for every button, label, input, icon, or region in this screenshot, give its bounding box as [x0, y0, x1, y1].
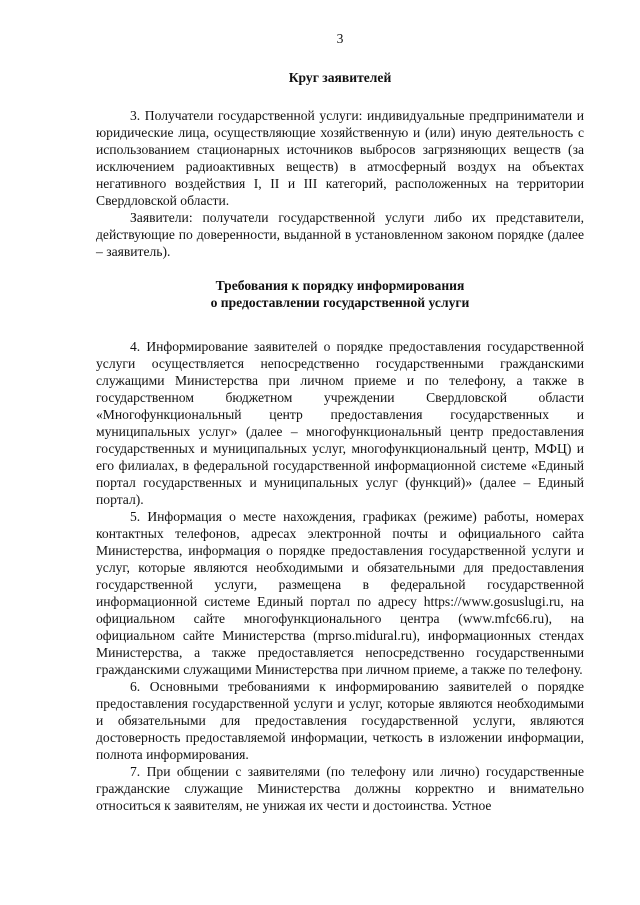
section-title-line-2: о предоставлении государственной услуги [210, 295, 470, 310]
paragraph-3: 3. Получатели государственной услуги: индивидуальные предприниматели и юридические лица, осуществляющие хозяйственную и (или) иную деятельность с использованием стационарных источников выбросов загрязняющих веществ (за исключением радиоактивных веществ) в атмосферный воздух на объектах негативного воздействия I, II и III категорий, расположенных на территории Свердловской области. [96, 108, 584, 208]
section-title-applicants: Круг заявителей [288, 70, 392, 85]
paragraph-applicants: Заявители: получатели государственной услуги либо их представители, действующие по доверенности, выданной в установленном законом порядке (далее – заявитель). [96, 210, 584, 259]
paragraph-7: 7. При общении с заявителями (по телефону или лично) государственные гражданские служащие Министерства должны корректно и внимательно относиться к заявителям, не унижая их чести и достоинства. Устное [96, 764, 584, 813]
paragraph-4: 4. Информирование заявителей о порядке предоставления государственной услуги осуществляется непосредственно государственными гражданскими служащими Министерства при личном приеме и по телефону, а также в государственном бюджетном учреждении Свердловской области «Многофункциональный центр предоставления государственных и муниципальных услуг» (далее – многофункциональный центр предоставления государственных и муниципальных услуг, многофункциональный центр, МФЦ) и его филиалах, в федеральной государственной информационной системе «Единый портал государственных и муниципальных услуг (функций)» (далее – Единый портал). [96, 339, 584, 507]
section-title-line-1: Требования к порядку информирования [215, 278, 465, 293]
paragraph-5: 5. Информация о месте нахождения, графиках (режиме) работы, номерах контактных телефонов, адресах электронной почты и официального сайта Министерства, информация о порядке предоставления государственной услуги и услуг, которые являются необходимыми и обязательными для предоставления государственной услуги, размещена в федеральной государственной информационной системе Единый портал по адресу https://www.gosuslugi.ru, на официальном сайте многофункционального центра (www.mfc66.ru), на официальном сайте Министерства (mprso.midural.ru), информационных стендах Министерства, а также предоставляется непосредственно государственными гражданскими служащими Министерства при личном приеме, а также по телефону. [96, 509, 584, 677]
paragraph-6: 6. Основными требованиями к информированию заявителей о порядке предоставления государственной услуги и услуг, которые являются необходимыми и обязательными для предоставления государственной услуги, являются достоверность предоставляемой информации, четкость в изложении информации, полнота информирования. [96, 679, 584, 762]
page-number: 3 [336, 31, 344, 46]
section-title-informing [96, 277, 584, 311]
